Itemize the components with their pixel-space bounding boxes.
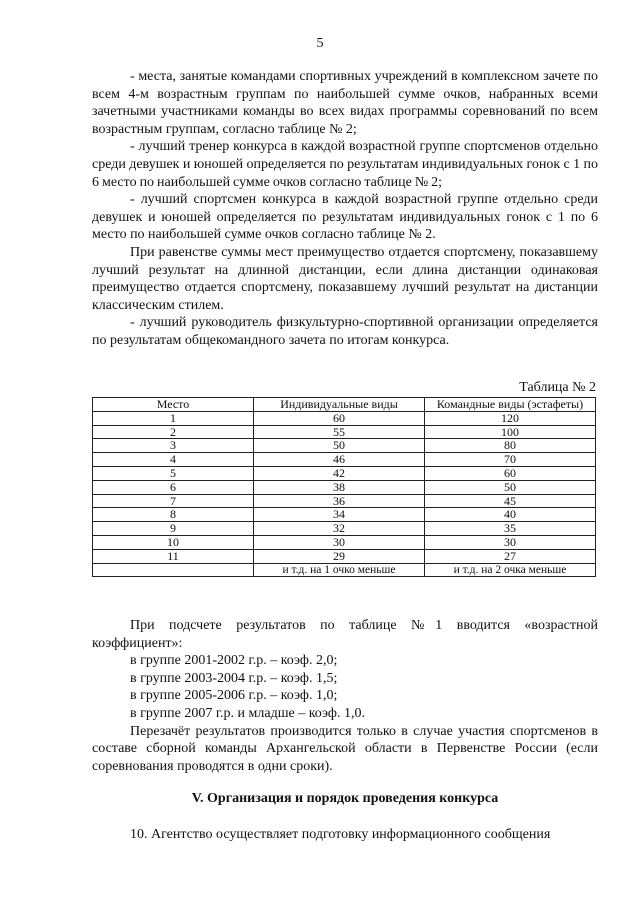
- table-row: [93, 453, 596, 467]
- section-heading: V. Организация и порядок проведения конкурса: [191, 791, 499, 806]
- table-cell: 46: [254, 453, 425, 467]
- table-cell: 42: [254, 466, 425, 480]
- coefficient-line: в группе 2003-2004 г.р. – коэф. 1,5;: [130, 670, 338, 686]
- table-cell: [93, 563, 254, 577]
- column-header: Командные виды (эстафеты): [425, 398, 596, 412]
- table-cell: 29: [254, 549, 425, 563]
- table-cell: 32: [254, 522, 425, 536]
- coefficient-line: в группе 2007 г.р. и младше – коэф. 1,0.: [130, 705, 365, 721]
- points-table: [92, 397, 596, 577]
- criteria-paragraph: - лучший руководитель физкультурно-спортивной организации определяется по результатам общекомандного зачета по итогам конкурса.: [92, 315, 598, 348]
- table-cell: 5: [93, 466, 254, 480]
- table-cell: 30: [254, 535, 425, 549]
- table-cell: и т.д. на 1 очко меньше: [254, 563, 425, 577]
- table-cell: 34: [254, 508, 425, 522]
- table-cell: 30: [425, 535, 596, 549]
- column-header: Место: [93, 398, 254, 412]
- table-cell: 9: [93, 522, 254, 536]
- page-number: 5: [316, 36, 324, 51]
- table-cell: 55: [254, 425, 425, 439]
- criteria-paragraph: - места, занятые командами спортивных учреждений в комплексном зачете по всем 4-м возрастным группам по наибольшей сумме очков, набранных всеми зачетными участниками команды во всех видах программы соревнований по всем возрастным группам, согласно таблице № 2;: [92, 69, 598, 137]
- table-row: [93, 411, 596, 425]
- coefficient-line: в группе 2005-2006 г.р. – коэф. 1,0;: [130, 688, 338, 704]
- table-row: [93, 549, 596, 563]
- table-cell: 1: [93, 411, 254, 425]
- table-row: [93, 535, 596, 549]
- table-cell: 70: [425, 453, 596, 467]
- table-cell: 10: [93, 535, 254, 549]
- table-cell: 80: [425, 439, 596, 453]
- criteria-paragraph: - лучший спортсмен конкурса в каждой возрастной группе отдельно среди девушек и юношей определяется по результатам индивидуальных гонок с 1 по 6 место по наибольшей сумме очков согласно таблице № 2.: [92, 192, 598, 243]
- table-header-row: [93, 398, 596, 412]
- table-cell: 8: [93, 508, 254, 522]
- table-cell: 50: [425, 480, 596, 494]
- table-row: [93, 466, 596, 480]
- coefficient-section: [92, 617, 598, 775]
- table-row: [93, 425, 596, 439]
- table-cell: 45: [425, 494, 596, 508]
- table-cell: 38: [254, 480, 425, 494]
- table-cell: 50: [254, 439, 425, 453]
- table-row: [93, 480, 596, 494]
- table-cell: 7: [93, 494, 254, 508]
- table-cell: 100: [425, 425, 596, 439]
- coefficient-line: в группе 2001-2002 г.р. – коэф. 2,0;: [130, 653, 338, 669]
- table-cell: 6: [93, 480, 254, 494]
- table-cell: 3: [93, 439, 254, 453]
- criteria-paragraph: При равенстве суммы мест преимущество отдается спортсмену, показавшему лучший результат на длинной дистанции, если длина дистанции одинаковая преимущество отдается спортсмену, показавшему лучший результат на дистанции классическим стилем.: [92, 244, 598, 313]
- table-cell: 11: [93, 549, 254, 563]
- table-cell: 36: [254, 494, 425, 508]
- table-cell: 35: [425, 522, 596, 536]
- award-criteria-text: [92, 68, 598, 350]
- table-footer-row: [93, 563, 596, 577]
- coefficient-intro: При подсчете результатов по таблице №1 вводится «возрастной коэффициент»:: [92, 618, 598, 651]
- table-row: [93, 439, 596, 453]
- column-header: Индивидуальные виды: [254, 398, 425, 412]
- table-cell: 2: [93, 425, 254, 439]
- table-row: [93, 508, 596, 522]
- table-cell: 60: [425, 466, 596, 480]
- table-cell: 4: [93, 453, 254, 467]
- table-cell: 60: [254, 411, 425, 425]
- table-cell: 40: [425, 508, 596, 522]
- criteria-paragraph: - лучший тренер конкурса в каждой возрастной группе спортсменов отдельно среди девушек и юношей определяется по результатам индивидуальных гонок с 1 по 6 место по наибольшей сумме очков согласно таблице № 2;: [92, 139, 598, 190]
- table-caption: Таблица № 2: [519, 380, 596, 395]
- last-paragraph-block: [92, 826, 598, 844]
- last-paragraph: 10. Агентство осуществляет подготовку информационного сообщения: [130, 827, 551, 842]
- recount-paragraph: Перезачёт результатов производится только в случае участия спортсменов в составе сборной команды Архангельской области в Первенстве России (если соревнования проводятся в одни сроки).: [92, 723, 598, 774]
- table-row: [93, 522, 596, 536]
- table-cell: и т.д. на 2 очка меньше: [425, 563, 596, 577]
- table-cell: 27: [425, 549, 596, 563]
- table-cell: 120: [425, 411, 596, 425]
- table-row: [93, 494, 596, 508]
